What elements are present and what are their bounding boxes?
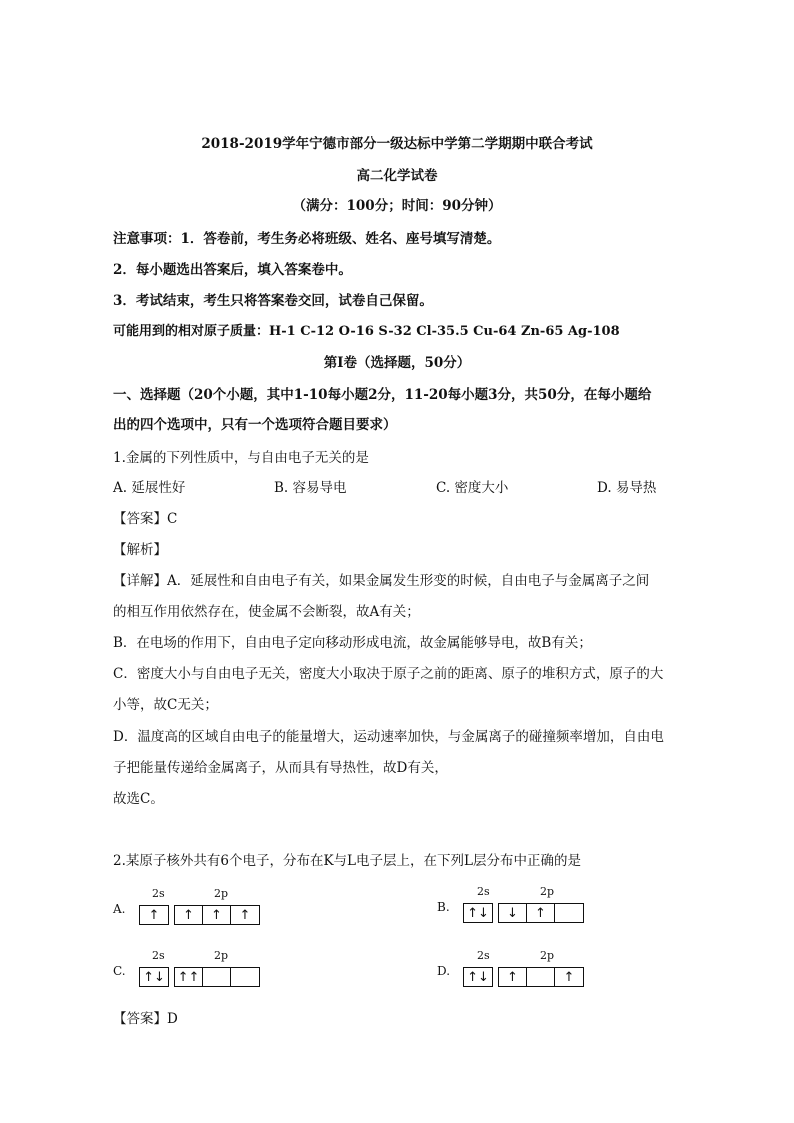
orbital-box-2s — [463, 903, 493, 923]
section-instruction-2: 出的四个选项中，只有一个选项符合题目要求） — [113, 417, 397, 433]
option-letter: C. — [113, 964, 126, 978]
question-2-stem: 2.某原子核外共有6个电子，分布在K与L电子层上，在下列L层分布中正确的是 — [113, 853, 581, 869]
q2-answer: 【答案】D — [113, 1011, 178, 1027]
q1-analysis-label: 【解析】 — [113, 542, 167, 558]
orbital-box-2s — [463, 967, 493, 987]
notes-line-3: 3．考试结束，考生只将答案卷交回，试卷自己保留。 — [113, 293, 433, 309]
q1-detail-line: D．温度高的区域自由电子的能量增大，运动速率加快，与金属离子的碰撞频率增加，自由电 — [113, 729, 664, 745]
orbital-box-2p — [174, 967, 260, 987]
orbital-cell — [203, 968, 231, 986]
q1-detail-line: 小等，故C无关； — [113, 697, 218, 713]
orbital-box-2p — [498, 967, 584, 987]
notes-line-2: 2．每小题选出答案后，填入答案卷中。 — [113, 262, 352, 278]
q1-option-b: B. 容易导电 — [274, 480, 347, 496]
q1-detail-line: 子把能量传递给金属离子，从而具有导热性，故D有关， — [113, 760, 448, 776]
exam-title: 2018-2019学年宁德市部分一级达标中学第二学期期中联合考试 — [201, 136, 593, 152]
q1-detail-line: B．在电场的作用下，自由电子定向移动形成电流，故金属能够导电，故B有关； — [113, 635, 592, 651]
option-letter: B. — [437, 900, 450, 914]
q1-detail-line: 的相互作用依然存在，使金属不会断裂，故A有关； — [113, 604, 420, 620]
orbital-cell: ↑↓ — [467, 905, 489, 921]
orbital-cell: ↑ — [175, 906, 203, 924]
orbital-cell: ↑ — [499, 968, 527, 986]
orbital-box-2p — [174, 905, 260, 925]
orbital-label-2s: 2s — [477, 949, 490, 962]
orbital-cell: ↑↓ — [467, 969, 489, 985]
orbital-label-2s: 2s — [152, 887, 165, 900]
orbital-cell: ↑ — [527, 904, 555, 922]
orbital-label-2s: 2s — [477, 885, 490, 898]
orbital-cell: ↑ — [563, 969, 575, 985]
q1-option-c: C. 密度大小 — [436, 480, 509, 496]
q1-detail-line: 【详解】A．延展性和自由电子有关，如果金属发生形变的时候，自由电子与金属离子之间 — [113, 573, 650, 589]
question-1-stem: 1.金属的下列性质中，与自由电子无关的是 — [113, 450, 369, 466]
notes-line-1: 注意事项：1．答卷前，考生务必将班级、姓名、座号填写清楚。 — [113, 231, 501, 247]
score-time: （满分：100分；时间：90分钟） — [292, 198, 502, 214]
orbital-box-2s — [139, 967, 169, 987]
orbital-cell — [231, 968, 259, 986]
orbital-label-2p: 2p — [540, 885, 555, 898]
q1-answer: 【答案】C — [113, 511, 178, 527]
section-instruction-1: 一、选择题（20个小题，其中1-10每小题2分，11-20每小题3分，共50分，在每小题给 — [113, 387, 652, 403]
orbital-label-2p: 2p — [214, 949, 229, 962]
option-letter: D. — [437, 964, 451, 978]
q1-option-a: A. 延展性好 — [113, 480, 186, 496]
orbital-cell — [527, 968, 555, 986]
orbital-box-2s — [139, 905, 169, 925]
section-title: 第Ⅰ卷（选择题，50分） — [323, 355, 471, 371]
orbital-cell: ↑ — [239, 907, 251, 923]
exam-subtitle: 高二化学试卷 — [356, 168, 438, 184]
orbital-box-2p — [498, 903, 584, 923]
q1-option-d: D. 易导热 — [597, 480, 657, 496]
orbital-cell — [555, 904, 583, 922]
orbital-cell: ↑↓ — [143, 969, 165, 985]
atomic-masses: 可能用到的相对原子质量：H-1 C-12 O-16 S-32 Cl-35.5 Cu-64 Zn-65 Ag-108 — [113, 324, 620, 339]
orbital-label-2p: 2p — [540, 949, 555, 962]
orbital-label-2p: 2p — [214, 887, 229, 900]
option-letter: A. — [113, 902, 126, 916]
orbital-cell: ↑ — [148, 907, 160, 923]
orbital-label-2s: 2s — [152, 949, 165, 962]
q1-detail-line: 故选C。 — [113, 791, 164, 807]
orbital-cell: ↓ — [499, 904, 527, 922]
q1-detail-line: C．密度大小与自由电子无关，密度大小取决于原子之前的距离、原子的堆积方式，原子的大 — [113, 666, 664, 682]
orbital-cell: ↑ — [203, 906, 231, 924]
orbital-cell: ↑↑ — [175, 968, 203, 986]
